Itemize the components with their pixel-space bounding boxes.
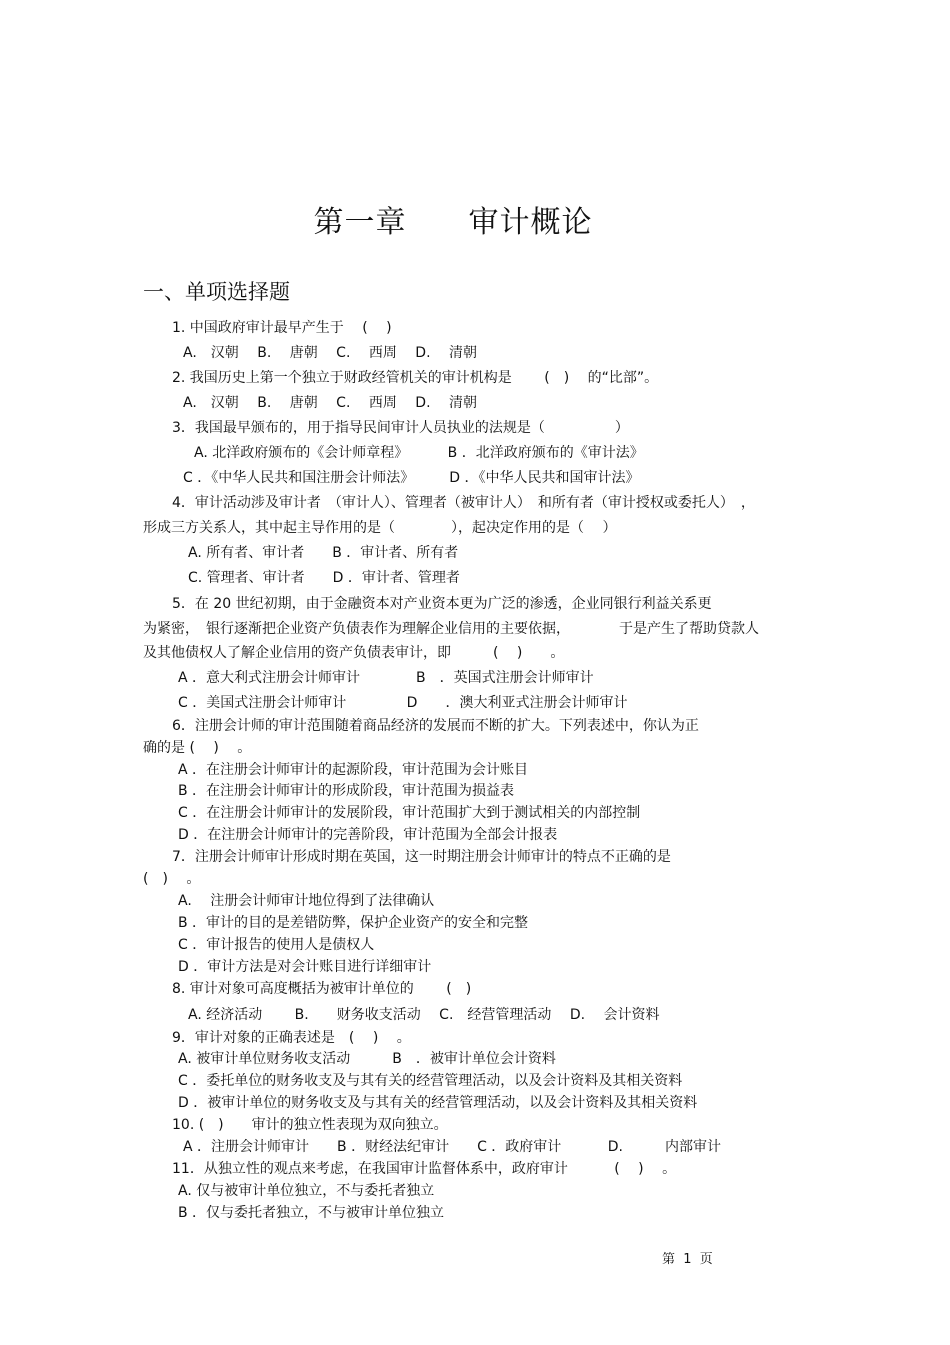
- answer-option: C ．在注册会计师审计的发展阶段，审计范围扩大到于测试相关的内部控制: [178, 805, 641, 821]
- question-text: 7．注册会计师审计形成时期在英国，这一时期注册会计师审计的特点不正确的是: [172, 849, 671, 865]
- answer-options: A ．注册会计师审计 B ．财经法纪审计 C ．政府审计 D. 内部审计: [183, 1139, 721, 1155]
- answer-option: A. 所有者、审计者 B ．审计者、所有者: [188, 545, 459, 561]
- answer-option: C ．《中华人民共和国注册会计师法》 D ．《中华人民共和国审计法》: [183, 470, 640, 486]
- answer-option: A. 仅与被审计单位独立，不与委托者独立: [178, 1183, 435, 1199]
- answer-option: B ．审计的目的是差错防弊，保护企业资产的安全和完整: [178, 915, 529, 931]
- answer-option: C ．委托单位的财务收支及与其有关的经营管理活动，以及会计资料及其相关资料: [178, 1073, 683, 1089]
- question-text: 10. ( ) 审计的独立性表现为双向独立。: [172, 1117, 448, 1133]
- question-text: 3．我国最早颁布的，用于指导民间审计人员执业的法规是（ ）: [172, 420, 629, 436]
- question-text: 4．审计活动涉及审计者 （审计人）、管理者（被审计人） 和所有者（审计授权或委托人） ，: [172, 495, 755, 511]
- answer-option: C ．美国式注册会计师审计 D ．澳大利亚式注册会计师审计: [178, 695, 628, 711]
- answer-options: A. 汉朝 B. 唐朝 C. 西周 D. 清朝: [183, 395, 477, 411]
- answer-option: A ．在注册会计师审计的起源阶段，审计范围为会计账目: [178, 762, 529, 778]
- question-text: 及其他债权人了解企业信用的资产负债表审计，即 ( ) 。: [143, 645, 565, 661]
- question-text: 2. 我国历史上第一个独立于财政经管机关的审计机构是 ( ) 的“比部”。: [172, 370, 659, 386]
- question-text: 确的是 ( ) 。: [143, 740, 252, 756]
- answer-option: A. 北洋政府颁布的《会计师章程》 B ．北洋政府颁布的《审计法》: [194, 445, 644, 461]
- answer-options: A. 汉朝 B. 唐朝 C. 西周 D. 清朝: [183, 345, 477, 361]
- answer-option: A ．意大利式注册会计师审计 B ．英国式注册会计师审计: [178, 670, 594, 686]
- question-text: ( ) 。: [143, 871, 201, 887]
- page-number: 第 1 页: [662, 1252, 713, 1267]
- answer-option: D ．审计方法是对会计账目进行详细审计: [178, 959, 432, 975]
- answer-option: C ．审计报告的使用人是债权人: [178, 937, 375, 953]
- answer-options: A. 经济活动 B. 财务收支活动 C. 经营管理活动 D. 会计资料: [188, 1007, 660, 1023]
- answer-option: D ．被审计单位的财务收支及与其有关的经营管理活动，以及会计资料及其相关资料: [178, 1095, 698, 1111]
- answer-option: B ．仅与委托者独立，不与被审计单位独立: [178, 1205, 445, 1221]
- answer-option: C. 管理者、审计者 D ．审计者、管理者: [188, 570, 460, 586]
- answer-option: A. 被审计单位财务收支活动 B ．被审计单位会计资料: [178, 1051, 556, 1067]
- question-text: 为紧密， 银行逐渐把企业资产负债表作为理解企业信用的主要依据， 于是产生了帮助贷款人: [143, 621, 759, 637]
- question-text: 5．在 20 世纪初期，由于金融资本对产业资本更为广泛的渗透，企业同银行利益关系更: [172, 596, 712, 612]
- question-text: 形成三方关系人，其中起主导作用的是（ ），起决定作用的是（ ）: [143, 520, 617, 536]
- question-text: 11．从独立性的观点来考虑，在我国审计监督体系中，政府审计 ( ) 。: [172, 1161, 677, 1177]
- page-title: 第一章 审计概论: [313, 205, 593, 240]
- answer-option: D ．在注册会计师审计的完善阶段，审计范围为全部会计报表: [178, 827, 558, 843]
- section-heading: 一、单项选择题: [143, 280, 290, 304]
- question-text: 8. 审计对象可高度概括为被审计单位的 ( ): [172, 981, 472, 997]
- answer-option: A. 注册会计师审计地位得到了法律确认: [178, 893, 435, 909]
- question-text: 1. 中国政府审计最早产生于 ( ): [172, 320, 392, 336]
- question-text: 6．注册会计师的审计范围随着商品经济的发展而不断的扩大。下列表述中，你认为正: [172, 718, 699, 734]
- question-text: 9．审计对象的正确表述是 ( ) 。: [172, 1030, 411, 1046]
- answer-option: B ．在注册会计师审计的形成阶段，审计范围为损益表: [178, 783, 515, 799]
